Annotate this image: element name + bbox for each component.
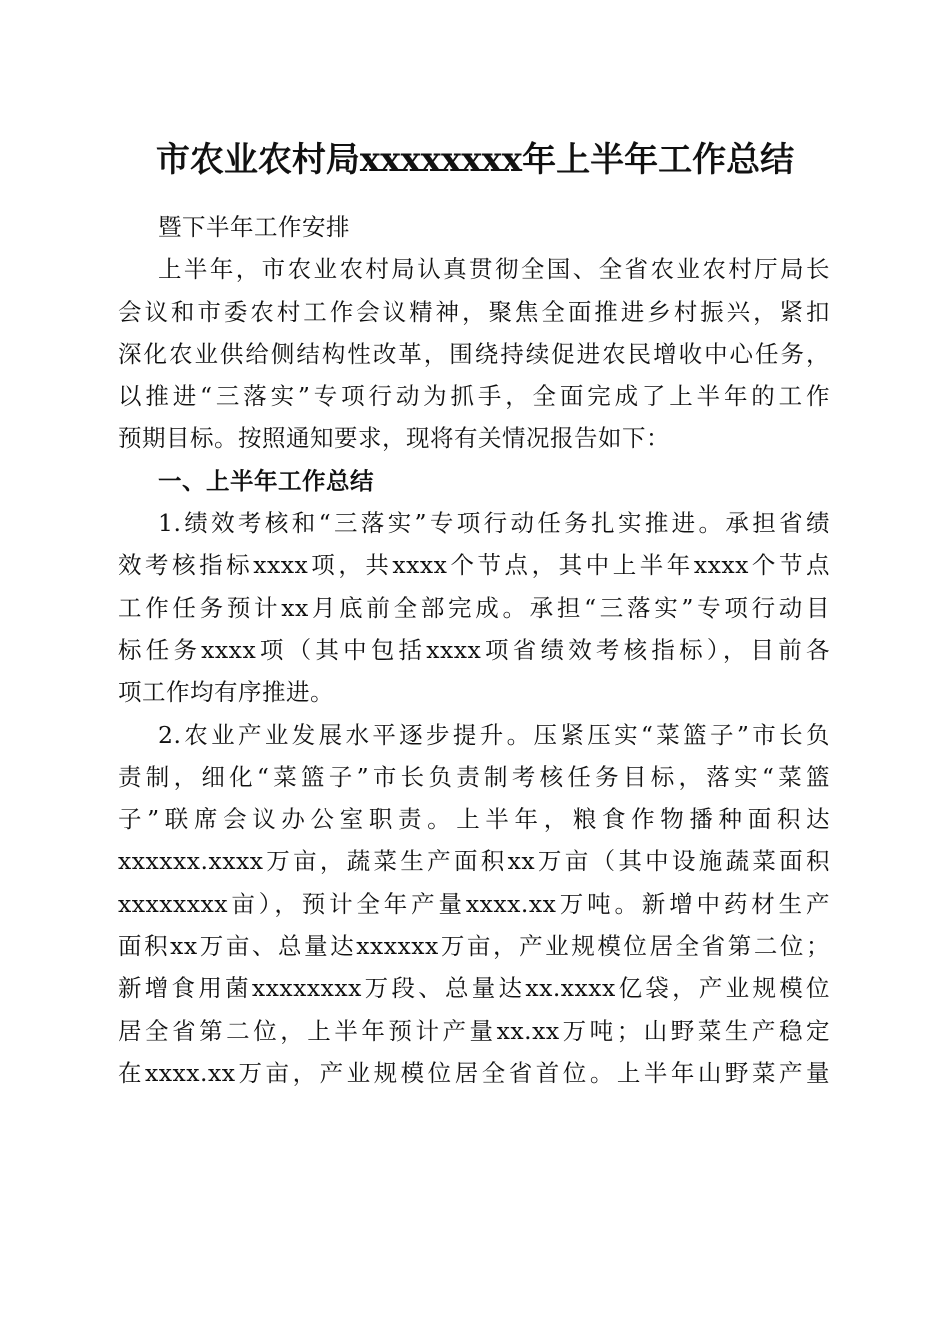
paragraph-line: 深化农业供给侧结构性改革，围绕持续促进农民增收中心任务， xyxy=(118,339,830,368)
paragraph-line: 会议和市委农村工作会议精神，聚焦全面推进乡村振兴，紧扣 xyxy=(118,297,830,326)
paragraph-line: 效考核指标xxxx项，共xxxx个节点，其中上半年xxxx个节点 xyxy=(118,551,830,580)
paragraph-line: 新增食用菌xxxxxxxx万段、总量达xx.xxxx亿袋，产业规模位 xyxy=(118,974,830,1003)
paragraph-line: 1.绩效考核和“三落实”专项行动任务扎实推进。承担省绩 xyxy=(158,509,830,538)
paragraph-line: 工作任务预计xx月底前全部完成。承担“三落实”专项行动目 xyxy=(118,593,830,622)
paragraph-line: 面积xx万亩、总量达xxxxxx万亩，产业规模位居全省第二位； xyxy=(118,932,830,961)
section-heading: 一、上半年工作总结 xyxy=(158,466,374,495)
paragraph-line: 子”联席会议办公室职责。上半年，粮食作物播种面积达 xyxy=(118,805,830,834)
document-title: 市农业农村局xxxxxxxx年上半年工作总结 xyxy=(155,140,795,180)
paragraph-line: 暨下半年工作安排 xyxy=(158,213,350,241)
paragraph-line: 责制，细化“菜篮子”市长负责制考核任务目标，落实“菜篮 xyxy=(118,762,830,791)
paragraph-line: 以推进“三落实”专项行动为抓手，全面完成了上半年的工作 xyxy=(118,382,830,411)
paragraph-line: xxxxxx.xxxx万亩，蔬菜生产面积xx万亩（其中设施蔬菜面积 xyxy=(118,847,830,876)
paragraph-line: 2.农业产业发展水平逐步提升。压紧压实“菜篮子”市长负 xyxy=(158,720,830,749)
paragraph-line: 预期目标。按照通知要求，现将有关情况报告如下： xyxy=(118,424,670,453)
paragraph-line: 居全省第二位，上半年预计产量xx.xx万吨；山野菜生产稳定 xyxy=(118,1016,830,1045)
paragraph-line: 项工作均有序推进。 xyxy=(118,678,334,707)
paragraph-line: 上半年，市农业农村局认真贯彻全国、全省农业农村厅局长 xyxy=(158,255,830,284)
paragraph-line: xxxxxxxx亩），预计全年产量xxxx.xx万吨。新增中药材生产 xyxy=(118,889,830,918)
paragraph-line: 在xxxx.xx万亩，产业规模位居全省首位。上半年山野菜产量 xyxy=(118,1058,830,1087)
paragraph-line: 标任务xxxx项（其中包括xxxx项省绩效考核指标），目前各 xyxy=(118,635,830,664)
document-body xyxy=(118,206,830,1094)
